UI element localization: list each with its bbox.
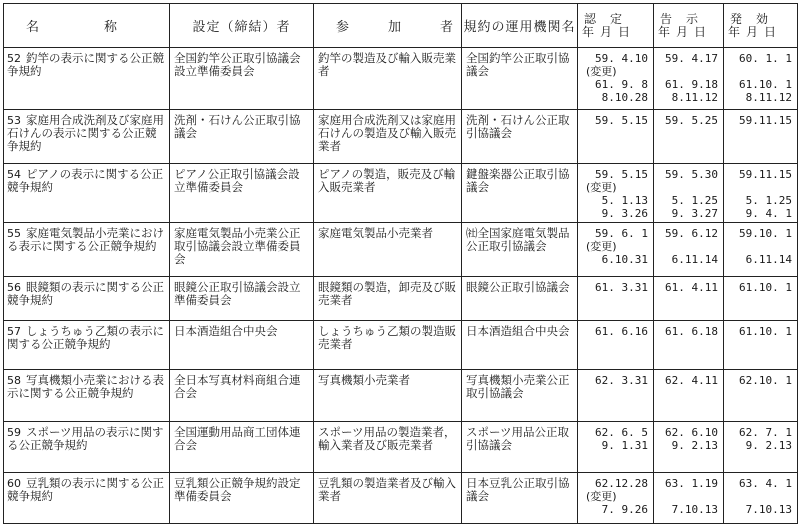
establisher-cell: 洗剤・石けん公正取引協議会 — [170, 110, 314, 164]
organization-cell: 全国釣竿公正取引協議会 — [462, 48, 578, 110]
date-value: 60. 1. 1 — [739, 52, 792, 65]
date-value — [658, 65, 718, 78]
organization-cell: 洗剤・石けん公正取引協議会 — [462, 110, 578, 164]
effective-date-cell — [724, 164, 798, 223]
participants-cell: しょうちゅう乙類の製造販売業者 — [314, 321, 462, 370]
date-value: 7.10.13 — [671, 503, 718, 516]
header-name: 名 称 — [4, 4, 170, 48]
date-value: 63. 4. 1 — [739, 477, 792, 490]
table-row — [4, 223, 798, 277]
table-row — [4, 473, 798, 524]
table-row — [4, 422, 798, 473]
row-number: 54 — [7, 168, 21, 181]
effective-date-cell — [724, 370, 798, 422]
row-number: 57 — [7, 325, 21, 338]
notice-date-cell — [654, 370, 724, 422]
code-title: スポーツ用品の表示に関する公正競争規約 — [7, 425, 164, 452]
date-value: 59. 4.10 — [595, 52, 648, 65]
code-title: しょうちゅう乙類の表示に関する公正競争規約 — [7, 324, 164, 351]
code-title-cell — [4, 164, 170, 223]
date-value: 61. 6.16 — [595, 325, 648, 338]
row-number: 56 — [7, 281, 21, 294]
date-value — [728, 181, 792, 194]
code-title-cell — [4, 48, 170, 110]
header-organization: 規約の運用機関名 — [462, 4, 578, 48]
date-value: 59.10. 1 — [739, 227, 792, 240]
date-value: 59. 5.25 — [665, 114, 718, 127]
code-title: 写真機類小売業における表示に関する公正競争規約 — [7, 373, 164, 400]
establisher-cell: 豆乳類公正競争規約設定準備委員会 — [170, 473, 314, 524]
date-value: 62. 6. 5 — [595, 426, 648, 439]
code-title-cell — [4, 110, 170, 164]
date-value: 61.10. 1 — [739, 325, 792, 338]
establisher-cell: 眼鏡公正取引協議会設立準備委員会 — [170, 277, 314, 321]
code-title-cell — [4, 370, 170, 422]
date-value: 6.11.14 — [671, 253, 718, 266]
approval-date-cell — [578, 110, 654, 164]
date-value: 5. 1.25 — [671, 194, 718, 207]
approval-date-cell — [578, 370, 654, 422]
date-value: 62.10. 1 — [739, 374, 792, 387]
notice-date-cell — [654, 321, 724, 370]
code-title-cell — [4, 321, 170, 370]
code-title-cell — [4, 473, 170, 524]
approval-date-cell — [578, 48, 654, 110]
code-title-cell — [4, 422, 170, 473]
organization-cell: 日本豆乳公正取引協議会 — [462, 473, 578, 524]
table-row — [4, 370, 798, 422]
approval-date-cell — [578, 277, 654, 321]
date-value: 59.11.15 — [739, 168, 792, 181]
date-value: 62. 4.11 — [665, 374, 718, 387]
amendment-note: (変更) — [586, 240, 617, 253]
date-value: 63. 1.19 — [665, 477, 718, 490]
date-value: 62. 7. 1 — [739, 426, 792, 439]
date-value: 59. 4.17 — [665, 52, 718, 65]
effective-date-cell — [724, 422, 798, 473]
participants-cell: 豆乳類の製造業者及び輸入業者 — [314, 473, 462, 524]
date-value: 8.11.12 — [671, 91, 718, 104]
date-value — [658, 181, 718, 194]
row-number: 58 — [7, 374, 21, 387]
date-value: 8.11.12 — [745, 91, 792, 104]
code-title-cell — [4, 277, 170, 321]
header-effective-date: 発効 年月日 — [724, 4, 798, 48]
date-value: 7. 9.26 — [601, 503, 648, 516]
code-title: 家庭電気製品小売業における表示に関する公正競争規約 — [7, 226, 164, 253]
code-title: 眼鏡類の表示に関する公正競争規約 — [7, 280, 164, 307]
establisher-cell: 家庭電気製品小売業公正取引協議会設立準備委員会 — [170, 223, 314, 277]
date-value: 59. 6.12 — [665, 227, 718, 240]
date-value: 9. 4. 1 — [745, 207, 792, 220]
effective-date-cell — [724, 223, 798, 277]
date-value — [728, 240, 792, 253]
notice-date-cell — [654, 473, 724, 524]
date-value: 61.10. 1 — [739, 281, 792, 294]
participants-cell: 家庭電気製品小売業者 — [314, 223, 462, 277]
organization-cell: スポーツ用品公正取引協議会 — [462, 422, 578, 473]
notice-date-cell — [654, 422, 724, 473]
date-value: 9. 2.13 — [745, 439, 792, 452]
date-value: 5. 1.13 — [601, 194, 648, 207]
participants-cell: 家庭用合成洗剤又は家庭用石けんの製造及び輸入販売業者 — [314, 110, 462, 164]
table-row — [4, 110, 798, 164]
amendment-note: (変更) — [586, 490, 617, 503]
approval-date-cell — [578, 473, 654, 524]
date-value: 59.11.15 — [739, 114, 792, 127]
date-value: 9. 1.31 — [601, 439, 648, 452]
approval-date-cell — [578, 164, 654, 223]
row-number: 55 — [7, 227, 21, 240]
effective-date-cell — [724, 277, 798, 321]
participants-cell: 写真機類小売業者 — [314, 370, 462, 422]
participants-cell: 釣竿の製造及び輸入販売業者 — [314, 48, 462, 110]
code-title: 豆乳類の表示に関する公正競争規約 — [7, 476, 164, 503]
table-row — [4, 277, 798, 321]
establisher-cell: ピアノ公正取引協議会設立準備委員会 — [170, 164, 314, 223]
date-value: 61. 6.18 — [665, 325, 718, 338]
date-value — [728, 490, 792, 503]
notice-date-cell — [654, 223, 724, 277]
date-value: 62.12.28 — [595, 477, 648, 490]
organization-cell: 日本酒造組合中央会 — [462, 321, 578, 370]
fair-competition-code-table — [3, 3, 798, 524]
header-notice-date: 告示 年月日 — [654, 4, 724, 48]
date-value: 62. 3.31 — [595, 374, 648, 387]
establisher-cell: 全国釣竿公正取引協議会設立準備委員会 — [170, 48, 314, 110]
notice-date-cell — [654, 110, 724, 164]
date-value: 61. 9.18 — [665, 78, 718, 91]
date-value — [728, 65, 792, 78]
approval-date-cell — [578, 321, 654, 370]
row-number: 52 — [7, 52, 21, 65]
table-row — [4, 321, 798, 370]
participants-cell: スポーツ用品の製造業者，輸入業者及び販売業者 — [314, 422, 462, 473]
date-value: 62. 6.10 — [665, 426, 718, 439]
establisher-cell: 全国運動用品商工団体連合会 — [170, 422, 314, 473]
amendment-note: (変更) — [586, 181, 617, 194]
effective-date-cell — [724, 321, 798, 370]
organization-cell: 鍵盤楽器公正取引協議会 — [462, 164, 578, 223]
date-value: 59. 6. 1 — [595, 227, 648, 240]
establisher-cell: 日本酒造組合中央会 — [170, 321, 314, 370]
effective-date-cell — [724, 473, 798, 524]
code-title: 家庭用合成洗剤及び家庭用石けんの表示に関する公正競争規約 — [7, 113, 164, 153]
code-title: ピアノの表示に関する公正競争規約 — [7, 167, 164, 194]
date-value: 59. 5.15 — [595, 168, 648, 181]
notice-date-cell — [654, 48, 724, 110]
date-value: 9. 3.26 — [601, 207, 648, 220]
row-number: 53 — [7, 114, 21, 127]
date-value — [658, 240, 718, 253]
table-row — [4, 164, 798, 223]
date-value — [658, 490, 718, 503]
date-value: 9. 3.27 — [671, 207, 718, 220]
date-value: 59. 5.15 — [595, 114, 648, 127]
date-value: 6.10.31 — [601, 253, 648, 266]
row-number: 60 — [7, 477, 21, 490]
notice-date-cell — [654, 164, 724, 223]
row-number: 59 — [7, 426, 21, 439]
approval-date-cell — [578, 223, 654, 277]
amendment-note: (変更) — [586, 65, 617, 78]
organization-cell: 写真機類小売業公正取引協議会 — [462, 370, 578, 422]
effective-date-cell — [724, 48, 798, 110]
date-value: 61. 9. 8 — [595, 78, 648, 91]
participants-cell: 眼鏡類の製造，卸売及び販売業者 — [314, 277, 462, 321]
header-approval-date: 認定 年月日 — [578, 4, 654, 48]
participants-cell: ピアノの製造，販売及び輸入販売業者 — [314, 164, 462, 223]
header-establisher: 設定（締結）者 — [170, 4, 314, 48]
approval-date-cell — [578, 422, 654, 473]
code-title: 釣竿の表示に関する公正競争規約 — [7, 51, 164, 78]
date-value: 7.10.13 — [745, 503, 792, 516]
date-value: 61.10. 1 — [739, 78, 792, 91]
date-value: 9. 2.13 — [671, 439, 718, 452]
table-row — [4, 48, 798, 110]
date-value: 61. 3.31 — [595, 281, 648, 294]
effective-date-cell — [724, 110, 798, 164]
date-value: 8.10.28 — [601, 91, 648, 104]
table-header-row — [4, 4, 798, 48]
establisher-cell: 全日本写真材料商組合連合会 — [170, 370, 314, 422]
organization-cell: ㈳全国家庭電気製品公正取引協議会 — [462, 223, 578, 277]
date-value: 5. 1.25 — [745, 194, 792, 207]
notice-date-cell — [654, 277, 724, 321]
organization-cell: 眼鏡公正取引協議会 — [462, 277, 578, 321]
date-value: 6.11.14 — [745, 253, 792, 266]
date-value: 59. 5.30 — [665, 168, 718, 181]
date-value: 61. 4.11 — [665, 281, 718, 294]
header-participants: 参 加 者 — [314, 4, 462, 48]
code-title-cell — [4, 223, 170, 277]
table-body — [4, 48, 798, 524]
